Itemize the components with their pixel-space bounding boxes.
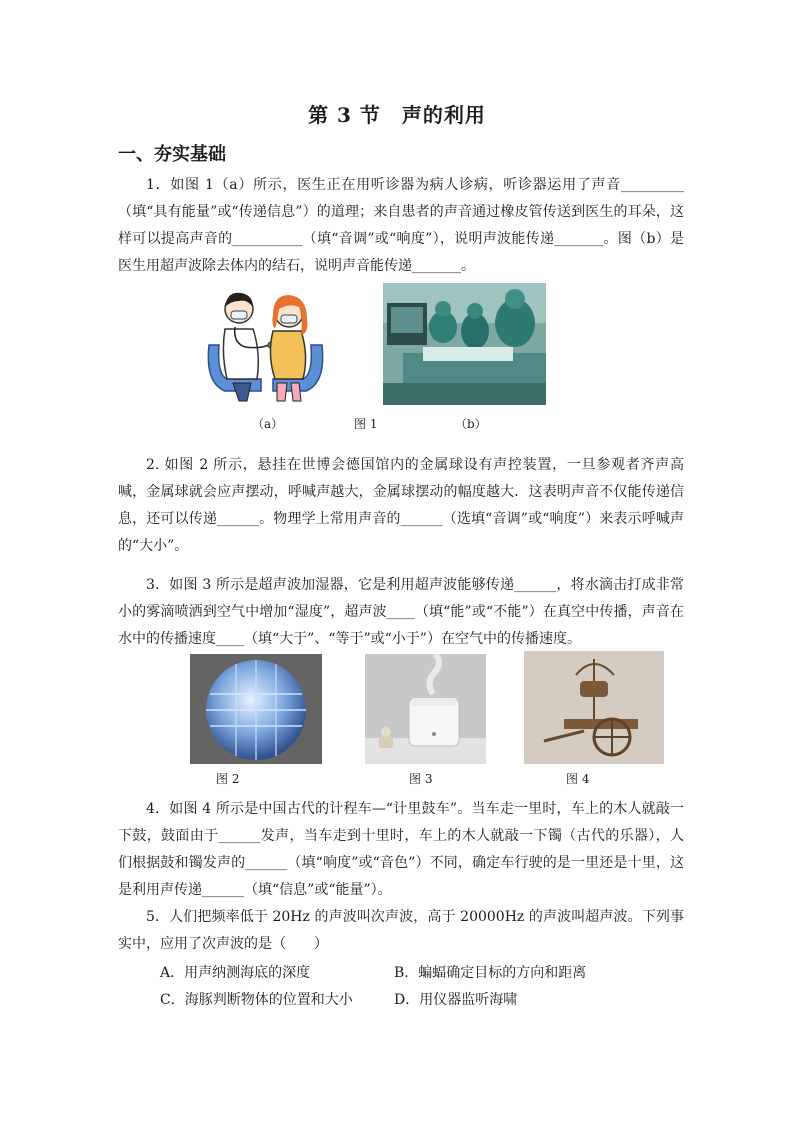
doctor-cartoon-image <box>203 283 328 405</box>
figure-2-caption: 图 2 <box>216 772 240 786</box>
question-5-text: 5．人们把频率低于 20Hz 的声波叫次声波，高于 20000Hz 的声波叫超声波。下列事实中，应用了次声波的是（ ） <box>118 909 684 952</box>
figure-1-caption: 图 1 <box>354 417 378 431</box>
section-heading: 一、夯实基础 <box>118 144 226 165</box>
figure-1a-caption: （a） <box>252 417 284 431</box>
question-3-text: 3．如图 3 所示是超声波加湿器，它是利用超声波能够传递______，将水滴击打成非常小的雾滴喷洒到空气中增加“湿度”，超声波____（填“能”或“不能”）在真空中传播，声音在水中的传播速度____（填“大于”、“等于”或“小于”）在空气中的传播速度。 <box>118 577 684 647</box>
surgery-photo <box>383 283 546 405</box>
question-1-text: 1．如图 1（a）所示，医生正在用听诊器为病人诊病，听诊器运用了声音_________（填“具有能量”或“传递信息”）的道理；来自患者的声音通过橡皮管传送到医生的耳朵，这样可以提高声音的__________（填“音调”或“响度”），说明声波能传递_______。图（b）是医生用超声波除去体内的结石，说明声音能传递_______。 <box>118 177 684 274</box>
question-4-text: 4．如图 4 所示是中国古代的计程车—“计里鼓车”。当车走一里时，车上的木人就敲一下鼓，鼓面由于______发声，当车走到十里时，车上的木人就敲一下镯（古代的乐器），人们根据鼓和镯发声的______（填“响度”或“音色”）不同，确定车行驶的是一里还是十里，这是利用声传递______（填“信息”或“能量”）。 <box>118 801 684 898</box>
humidifier-photo <box>365 654 486 764</box>
option-b: B．蝙蝠确定目标的方向和距离 <box>394 965 587 981</box>
page-title: 第 3 节 声的利用 <box>308 103 486 127</box>
figure-3-caption: 图 3 <box>409 772 433 786</box>
figure-4-caption: 图 4 <box>566 772 590 786</box>
metal-sphere-photo <box>190 654 322 764</box>
drum-cart-photo <box>524 651 664 764</box>
option-a: A．用声纳测海底的深度 <box>160 965 311 981</box>
figure-1b-caption: （b） <box>455 417 487 431</box>
question-2-text: 2. 如图 2 所示，悬挂在世博会德国馆内的金属球设有声控装置，一旦参观者齐声高喊，金属球就会应声摆动，呼喊声越大，金属球摆动的幅度越大．这表明声音不仅能传递信息，还可以传递______。物理学上常用声音的______（选填“音调”或“响度”）来表示呼喊声的“大小”。 <box>118 457 684 554</box>
option-d: D．用仪器监听海啸 <box>394 992 518 1008</box>
option-c: C．海豚判断物体的位置和大小 <box>160 992 353 1008</box>
